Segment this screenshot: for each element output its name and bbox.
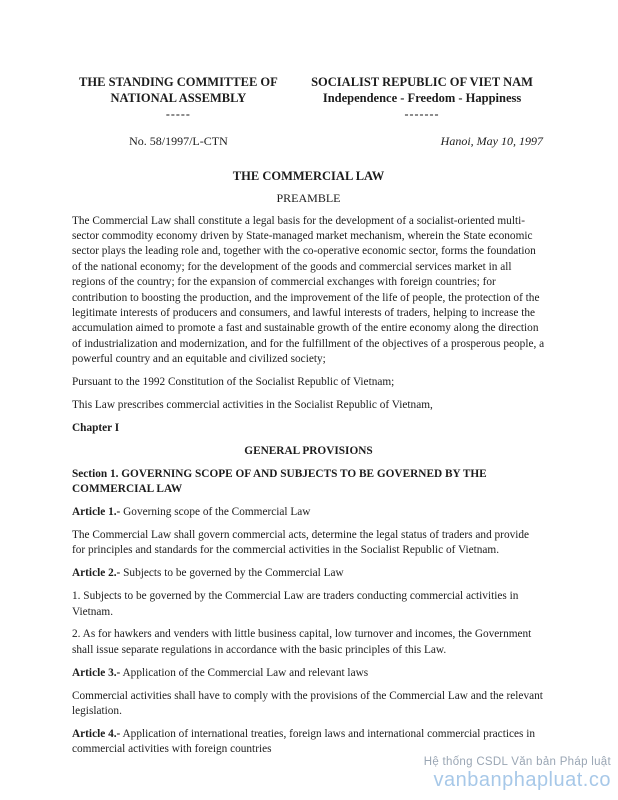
issuing-authority-block (72, 74, 285, 121)
site-watermark (424, 756, 611, 791)
document-meta-row (72, 134, 545, 149)
article-3-title: Application of the Commercial Law and relevant laws (120, 666, 369, 679)
article-2-label: Article 2.- (72, 567, 121, 580)
national-motto: Independence - Freedom - Happiness (322, 91, 522, 105)
prescribes-clause: This Law prescribes commercial activities in the Socialist Republic of Vietnam, (72, 398, 433, 411)
watermark-tagline: Hệ thống CSDL Văn bản Pháp luật (423, 756, 611, 768)
republic-name: SOCIALIST REPUBLIC OF VIET NAM (311, 75, 533, 89)
chapter-title: GENERAL PROVISIONS (244, 444, 373, 457)
article-1-text: The Commercial Law shall govern commercial acts, determine the legal status of traders and provide for principles and standards for the commercial activities in the Socialist Republic of Vietnam. (72, 528, 530, 557)
national-motto-block (299, 74, 545, 121)
watermark-site-name: vanbanphapluat.co (433, 769, 611, 791)
article-2-heading (72, 566, 545, 581)
preamble-paragraph: The Commercial Law shall constitute a legal basis for the development of a socialist-oriented multi-sector commodity economy driven by State-managed market mechanism, wherein the State economic sector plays the leading role and, together with the co-operative economic sector, forms the foundation of the national economy; for the development of the goods and commercial services market in all regions of the country; for the expansion of commercial exchanges with foreign countries; for contribution to boosting the production, and the improvement of the life of people, the protection of the legitimate interests of producers and consumers, and lawful interests of traders, helping to increase the accumulation aimed to promote a fast and sustainable growth of the entire economy along the direction of industrialization and modernization, and for the fulfillment of the objectives of a prosperous people, a powerful country and an equitable and civilized society; (72, 214, 545, 366)
national-motto-rule: ------- (404, 107, 440, 121)
article-4-heading (72, 727, 545, 758)
preamble-heading: PREAMBLE (276, 191, 341, 205)
pursuant-clause: Pursuant to the 1992 Constitution of the Socialist Republic of Vietnam; (72, 376, 395, 389)
article-2-paragraph-2: 2. As for hawkers and venders with little business capital, low turnover and incomes, the Government shall issue separate regulations in accordance with the basic principles of this Law. (72, 628, 532, 656)
chapter-label: Chapter I (72, 421, 120, 434)
document-header (72, 74, 545, 121)
article-2-title: Subjects to be governed by the Commercial Law (120, 567, 344, 580)
document-body (72, 214, 545, 758)
issuing-authority-line2: NATIONAL ASSEMBLY (110, 91, 247, 105)
article-4-title: Application of international treaties, foreign laws and international commercial practices in commercial activities with foreign countries (72, 727, 536, 756)
issuing-authority-rule: ----- (165, 107, 191, 121)
article-3-heading (72, 666, 545, 681)
place-and-date: Hanoi, May 10, 1997 (440, 134, 543, 148)
article-1-title: Governing scope of the Commercial Law (120, 506, 311, 518)
article-3-text: Commercial activities shall have to comply with the provisions of the Commercial Law and the relevant legislation. (72, 689, 543, 718)
article-3-label: Article 3.- (72, 666, 121, 679)
article-2-paragraph-1: 1. Subjects to be governed by the Commercial Law are traders conducting commercial activities in Vietnam. (72, 590, 519, 618)
article-1-heading (72, 505, 545, 520)
document-number: No. 58/1997/L-CTN (129, 134, 228, 148)
section-heading: Section 1. GOVERNING SCOPE OF AND SUBJECTS TO BE GOVERNED BY THE COMMERCIAL LAW (72, 467, 487, 496)
issuing-authority-line1: THE STANDING COMMITTEE OF (79, 75, 278, 89)
article-1-label: Article 1.- (72, 506, 121, 518)
article-4-label: Article 4.- (72, 727, 121, 740)
document-title: THE COMMERCIAL LAW (232, 169, 385, 183)
